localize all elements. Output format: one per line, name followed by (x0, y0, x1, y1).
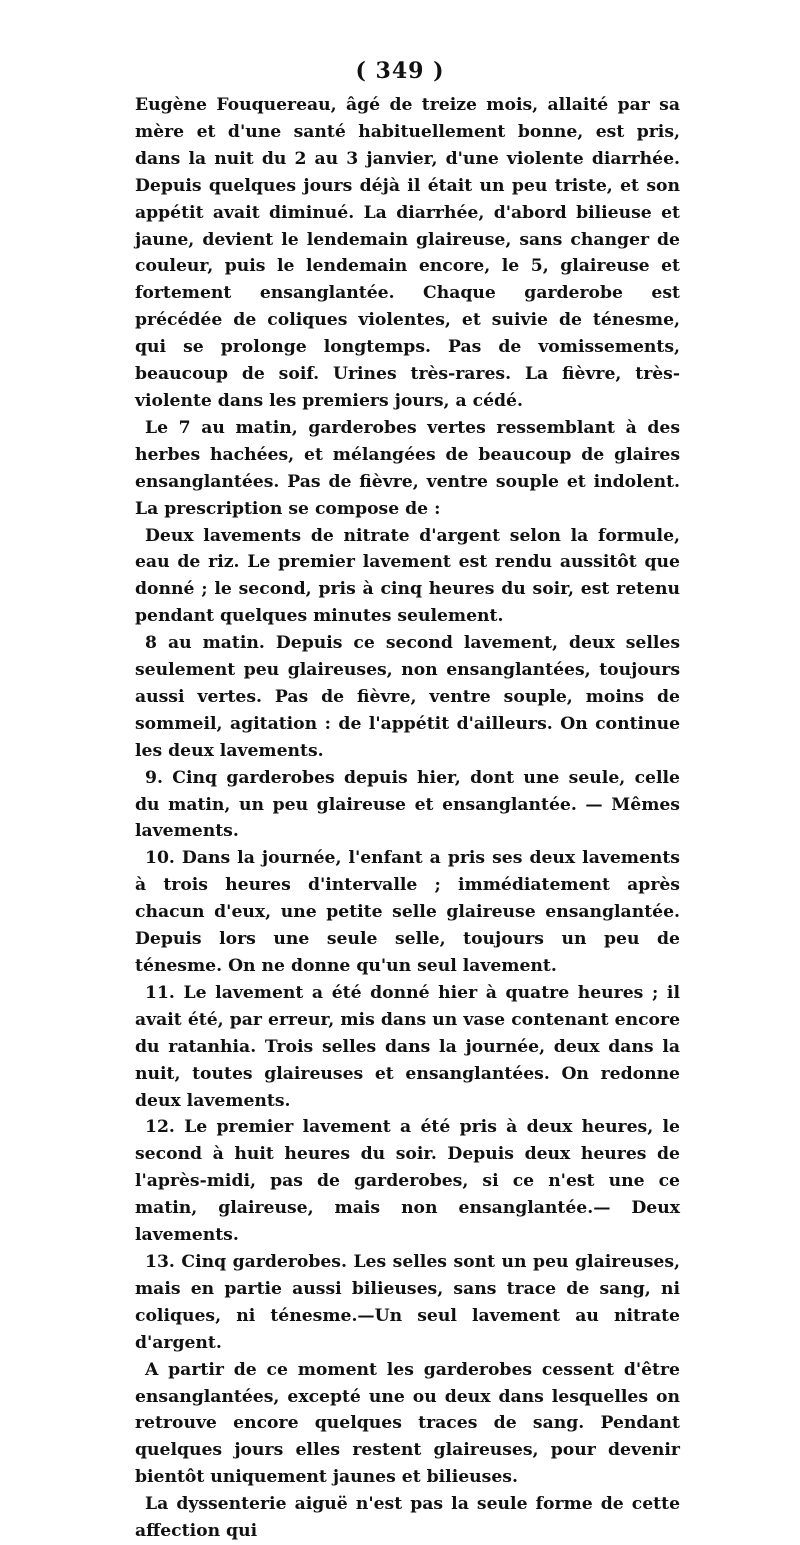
paragraph-7: 11. Le lavement a été donné hier à quatre heures ; il avait été, par erreur, mis dans un vase contenant encore du ratanhia. Trois selles dans la journée, deux dans la nuit, toutes glaireuses et ensanglantées. On redonne deux lavements. (135, 982, 680, 1111)
paragraph-9: 13. Cinq garderobes. Les selles sont un peu glaireuses, mais en partie aussi bilieuses, sans trace de sang, ni coliques, ni ténesme.—Un seul lavement au nitrate d'argent. (135, 1251, 680, 1353)
paragraph-1: Eugène Fouquereau, âgé de treize mois, allaité par sa mère et d'une santé habituellement bonne, est pris, dans la nuit du 2 au 3 janvier, d'une violente diarrhée. Depuis quelques jours déjà il était un peu triste, et son appétit avait diminué. La diarrhée, d'abord bilieuse et jaune, devient le lendemain glaireuse, sans changer de couleur, puis le lendemain encore, le 5, glaireuse et fortement ensanglantée. Chaque garderobe est précédée de coliques violentes, et suivie de ténesme, qui se prolonge longtemps. Pas de vomissements, beaucoup de soif. Urines très-rares. La fièvre, très-violente dans les premiers jours, a cédé. (135, 95, 680, 411)
paragraph-11: La dyssenterie aiguë n'est pas la seule forme de cette affection qui (135, 1494, 680, 1542)
page-number: ( 349 ) (355, 58, 445, 84)
paragraph-6: 10. Dans la journée, l'enfant a pris ses deux lavements à trois heures d'intervalle ; immédiatement après chacun d'eux, une petite selle glaireuse ensanglantée. Depuis lors une seule selle, toujours un peu de ténesme. On ne donne qu'un seul lavement. (135, 848, 680, 976)
paragraph-8: 12. Le premier lavement a été pris à deux heures, le second à huit heures du soir. Depuis deux heures de l'après-midi, pas de garderobes, si ce n'est une ce matin, glaireuse, mais non ensanglantée.— Deux lavements. (135, 1117, 680, 1246)
paragraph-5: 9. Cinq garderobes depuis hier, dont une seule, celle du matin, un peu glaireuse et ensanglantée. — Mêmes lavements. (135, 767, 680, 842)
paragraph-2: Le 7 au matin, garderobes vertes ressemblant à des herbes hachées, et mélangées de beaucoup de glaires ensanglantées. Pas de fièvre, ventre souple et indolent. La prescription se compose de : (135, 417, 680, 519)
paragraph-3: Deux lavements de nitrate d'argent selon la formule, eau de riz. Le premier lavement est rendu aussitôt que donné ; le second, pris à cinq heures du soir, est retenu pendant quelques minutes seulement. (135, 525, 680, 627)
body-text (135, 92, 680, 1545)
paragraph-10: A partir de ce moment les garderobes cessent d'être ensanglantées, excepté une ou deux dans lesquelles on retrouve encore quelques traces de sang. Pendant quelques jours elles restent glaireuses, pour devenir bientôt uniquement jaunes et bilieuses. (135, 1359, 680, 1488)
paragraph-4: 8 au matin. Depuis ce second lavement, deux selles seulement peu glaireuses, non ensanglantées, toujours aussi vertes. Pas de fièvre, ventre souple, moins de sommeil, agitation : de l'appétit d'ailleurs. On continue les deux lavements. (135, 633, 680, 761)
